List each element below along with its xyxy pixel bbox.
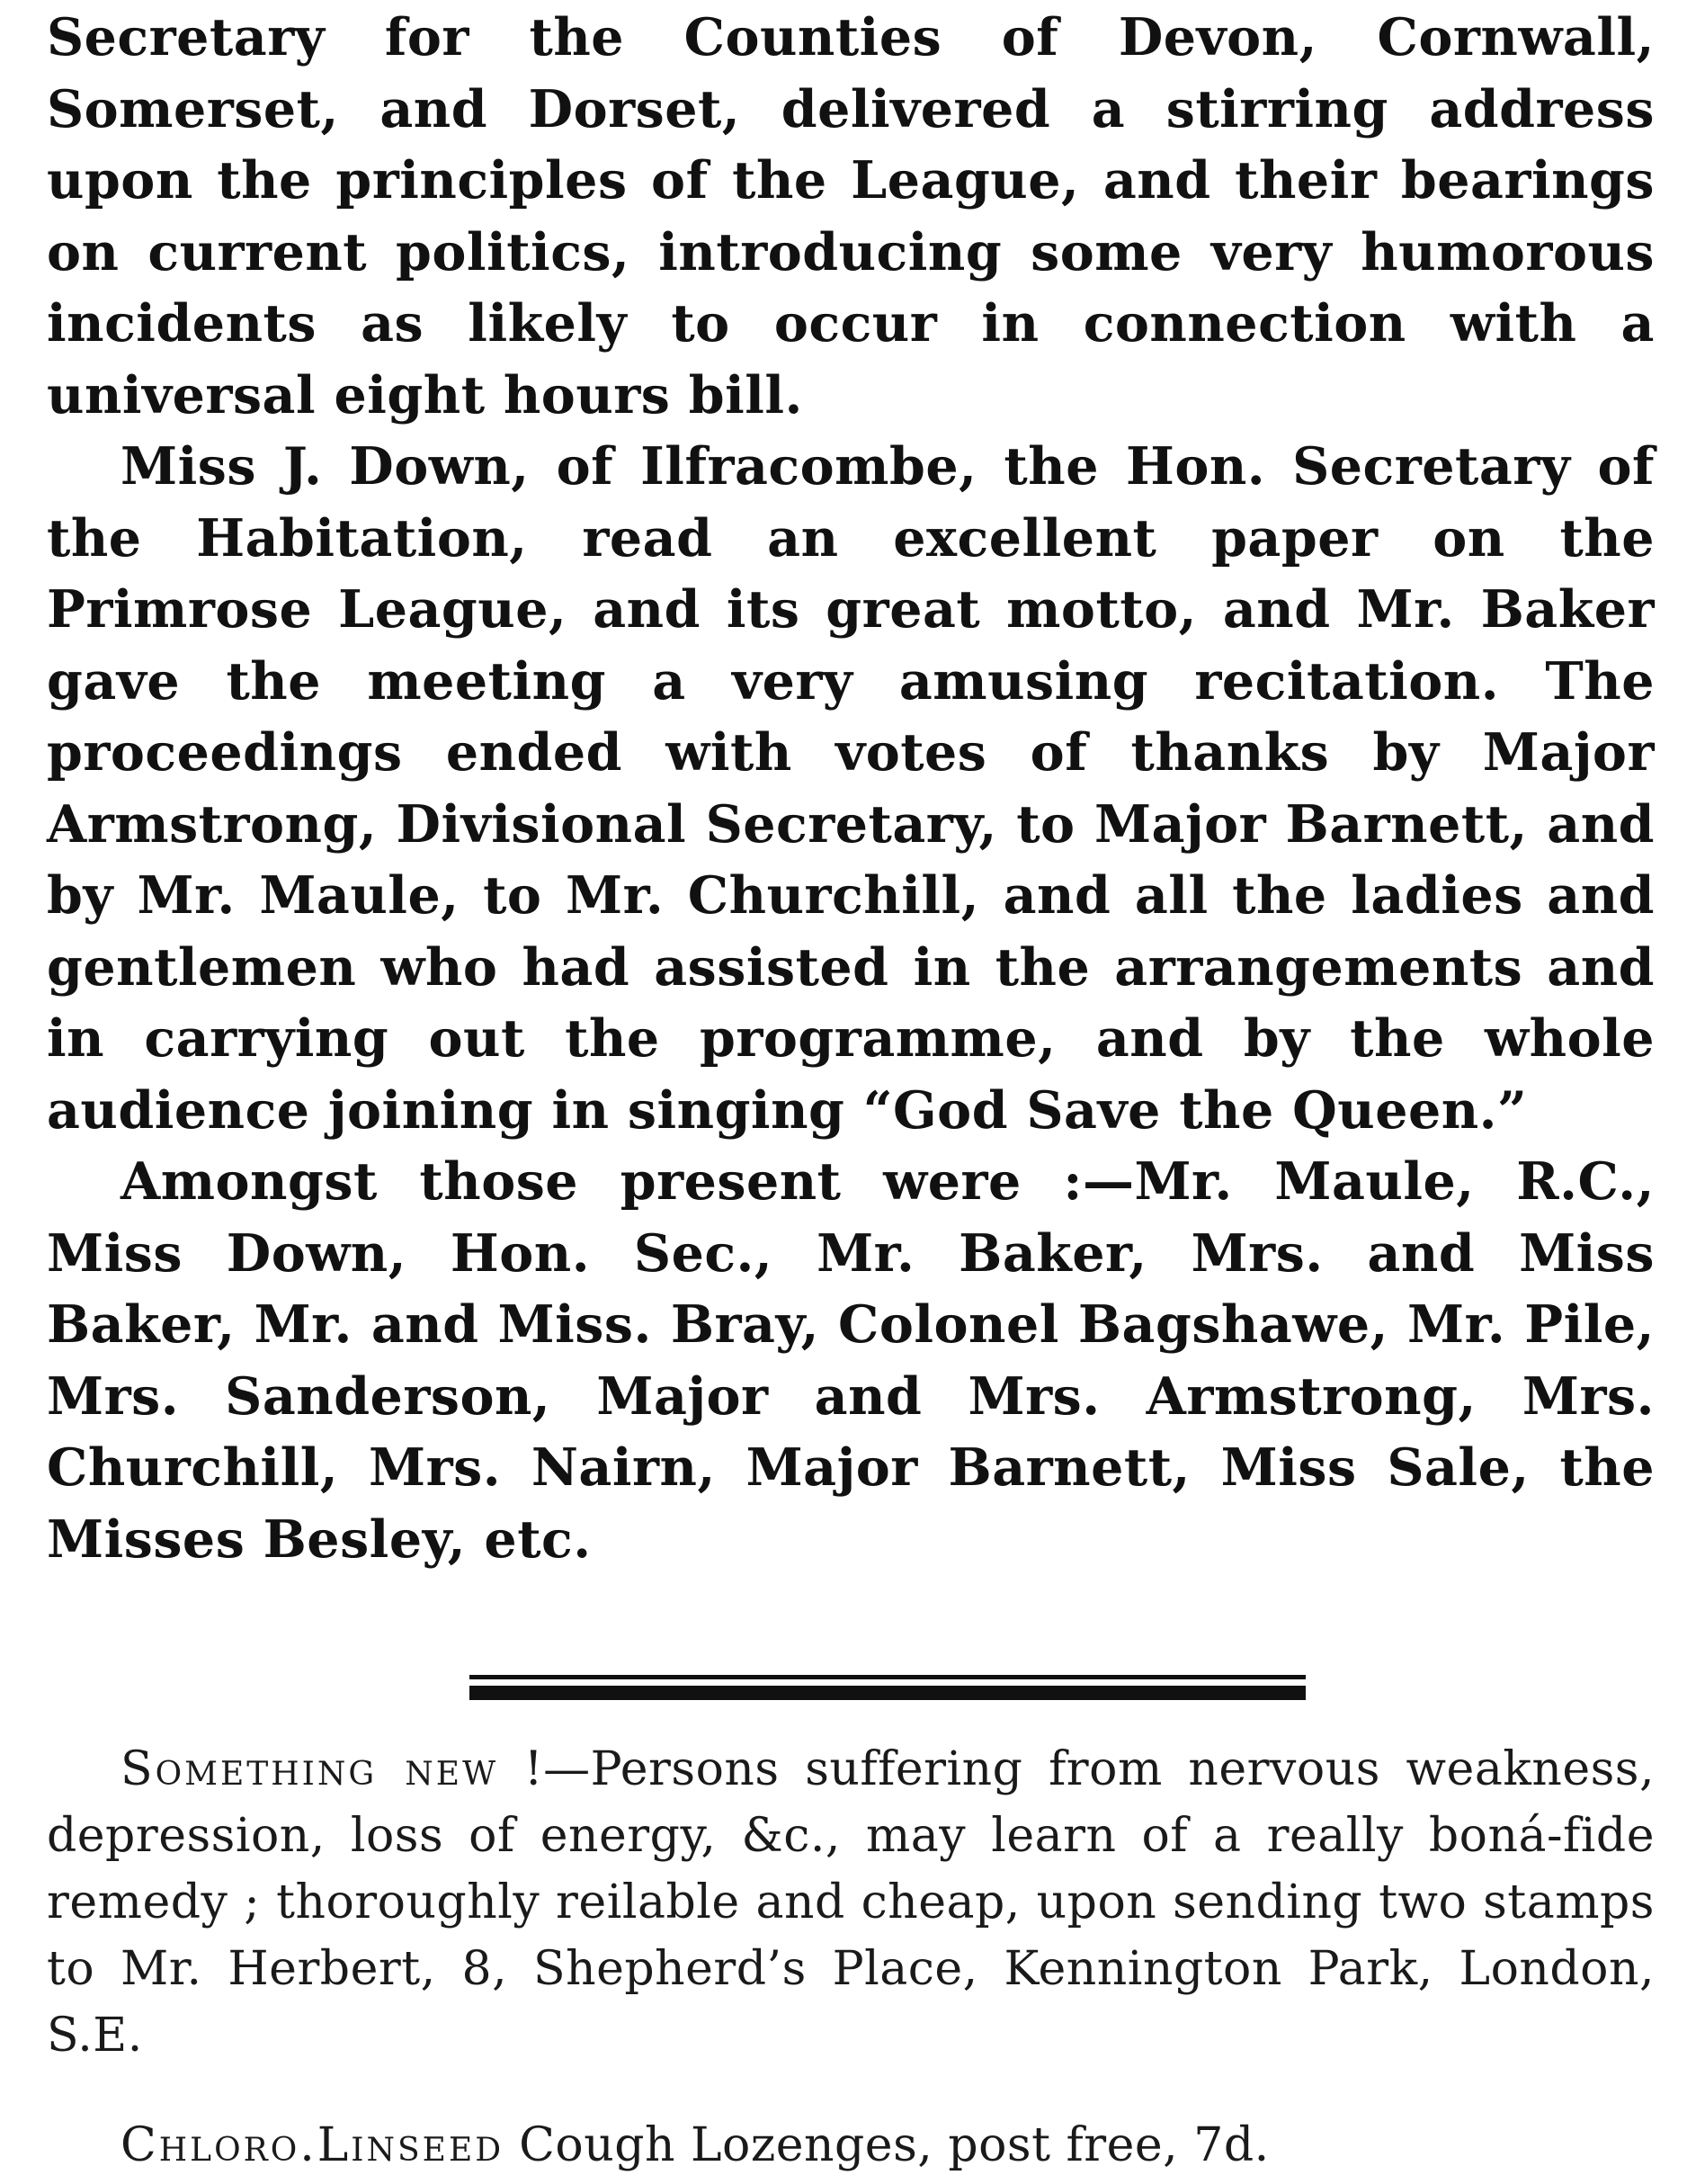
advert-lead: Something new <box>120 1742 499 1796</box>
article-body <box>47 0 1655 1575</box>
advert-nervous-remedy <box>47 1736 1655 2069</box>
advert-text: Cough Lozenges, post free, 7d. <box>504 2118 1270 2172</box>
article-paragraph-2: Miss J. Down, of Ilfracombe, the Hon. Secretary of the Habitation, read an excellent paper on the Primrose League, and its great motto, and Mr. Baker gave the meeting a very amusing recitation. The proceedings ended with votes of thanks by Major Armstrong, Divisional Secretary, to Major Barnett, and by Mr. Maule, to Mr. Churchill, and all the ladies and gentlemen who had assisted in the arrangements and in carrying out the programme, and by the whole audience joining in singing “God Save the Queen.” <box>47 436 1655 1141</box>
advert-cough-lozenges <box>47 2112 1655 2179</box>
newspaper-clipping <box>47 0 1655 2184</box>
article-paragraph-3: Amongst those present were :—Mr. Maule, R.C., Miss Down, Hon. Sec., Mr. Baker, Mrs. and Miss Baker, Mr. and Miss. Bray, Colonel Bagshawe, Mr. Pile, Mrs. Sanderson, Major and Mrs. Armstrong, Mrs. Churchill, Mrs. Nairn, Major Barnett, Miss Sale, the Misses Besley, etc. <box>47 1151 1655 1570</box>
advert-text: !—Persons suffering from nervous weakness, depression, loss of energy, &c., may learn of a really boná-fide remedy ; thoroughly reilable and cheap, upon sending two stamps to Mr. Herbert, 8, Shepherd’s Place, Kennington Park, London, S.E. <box>47 1742 1655 2063</box>
column-divider-rule <box>469 1675 1306 1707</box>
divider-thin-line <box>469 1675 1306 1679</box>
advertisements <box>47 1736 1655 2179</box>
advert-lead: Chloro.Linseed <box>120 2118 504 2172</box>
divider-thick-line <box>469 1686 1306 1700</box>
article-paragraph-1: Secretary for the Counties of Devon, Cornwall, Somerset, and Dorset, delivered a stirring address upon the principles of the League, and their bearings on current politics, introducing some very humorous incidents as likely to occur in connection with a universal eight hours bill. <box>47 7 1655 425</box>
